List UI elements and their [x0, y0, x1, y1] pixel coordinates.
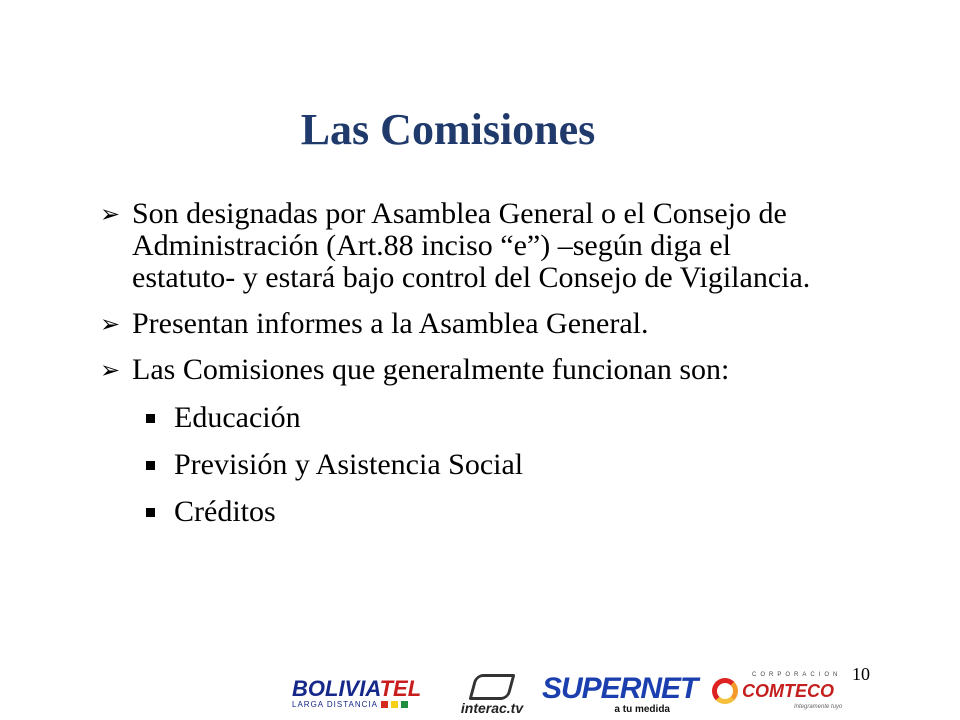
- sub-bullet-item: [146, 496, 820, 528]
- comteco-logo: [712, 672, 852, 710]
- sub-bullet-text: Previsión y Asistencia Social: [174, 448, 524, 481]
- sub-bullet-item: [146, 402, 820, 434]
- arrow-check-icon: ➢: [100, 356, 121, 384]
- sponsor-logos: [292, 668, 852, 720]
- square-bullet-icon: [146, 461, 155, 470]
- comteco-wordmark: COMTECO: [742, 680, 834, 701]
- flag-red-icon: [381, 701, 388, 708]
- interac-mark-icon: [469, 674, 516, 700]
- slide-title: Las Comisiones: [300, 105, 596, 154]
- supernet-tagline: a tu medida: [614, 704, 670, 715]
- boliviatel-wordmark: BOLIVIATEL: [292, 676, 422, 701]
- bullet-text: Son designadas por Asamblea General o el Consejo de Administración (Art.88 inciso “e”) –según diga el estatuto- y estará bajo control del Consejo de Vigilancia.: [132, 197, 811, 294]
- interac-logo: [454, 674, 530, 716]
- boliviatel-logo: [292, 678, 440, 709]
- flag-yellow-icon: [391, 701, 398, 708]
- flag-green-icon: [401, 701, 408, 708]
- bullet-item: [100, 198, 820, 294]
- square-bullet-icon: [146, 414, 155, 423]
- comteco-tagline: Integramente tuyo: [794, 704, 843, 710]
- boliviatel-subline: LARGA DISTANCIA: [292, 700, 378, 709]
- bullet-list: [100, 198, 820, 543]
- square-bullet-icon: [146, 508, 155, 517]
- sub-bullet-text: Educación: [174, 401, 301, 434]
- sub-bullet-text: Créditos: [174, 495, 276, 528]
- interac-wordmark: interac.tv: [460, 700, 524, 716]
- page-number: 10: [852, 664, 870, 684]
- bullet-text: Las Comisiones que generalmente funcionan son:: [132, 353, 730, 386]
- bullet-item: [100, 308, 820, 340]
- arrow-check-icon: ➢: [100, 310, 121, 338]
- sub-bullet-item: [146, 449, 820, 481]
- arrow-check-icon: ➢: [100, 200, 121, 228]
- bullet-text: Presentan informes a la Asamblea General.: [132, 307, 649, 340]
- comteco-corp-label: CORPORACION: [752, 672, 842, 678]
- comteco-ring-icon: [712, 678, 738, 704]
- supernet-logo: [542, 672, 698, 715]
- bullet-item: [100, 354, 820, 386]
- supernet-wordmark: SUPERNET: [542, 672, 698, 705]
